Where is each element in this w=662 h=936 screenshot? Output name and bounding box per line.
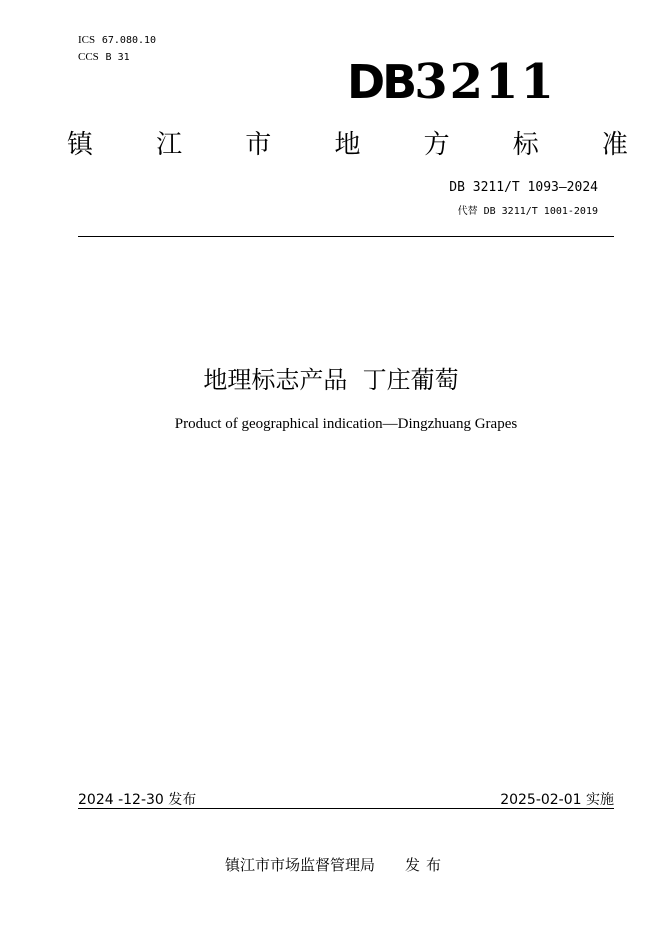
implementation-date: 2025-02-01 实施 [500,792,614,808]
publisher-name: 镇江市市场监督管理局 [225,856,376,874]
replaces-note: 代替 DB 3211/T 1001-2019 [457,206,598,217]
ccs-label: CCS [78,51,99,63]
footer-divider [78,808,614,809]
standard-type-char: 市 [245,130,272,160]
ccs-code: B 31 [105,52,130,63]
header-divider [78,236,614,237]
standard-type-char: 地 [334,130,361,160]
document-title-chinese: 地理标志产品 丁庄葡萄 [203,366,459,394]
ccs-line [78,49,156,66]
standard-type-char: 准 [601,130,628,160]
logo-number: 3211 [414,54,556,110]
publisher-action: 发布 [405,856,448,874]
ics-line [78,32,156,49]
standard-type-char: 方 [423,130,450,160]
standard-type-char: 标 [512,130,539,160]
logo-prefix: DB [347,55,415,109]
standard-type-heading [60,124,635,164]
classification-codes [78,32,156,66]
publisher-line [225,854,447,875]
issue-date: 2024 -12-30 发布 [78,792,197,808]
standard-number: DB 3211/T 1093—2024 [449,180,598,195]
standard-logo [347,54,556,110]
ics-label: ICS [78,34,96,46]
ics-code: 67.080.10 [101,35,157,46]
standard-type-char: 镇 [66,130,93,160]
document-title-english: Product of geographical indication—Dingzhuang Grapes [174,416,518,432]
standard-type-char: 江 [156,130,183,160]
